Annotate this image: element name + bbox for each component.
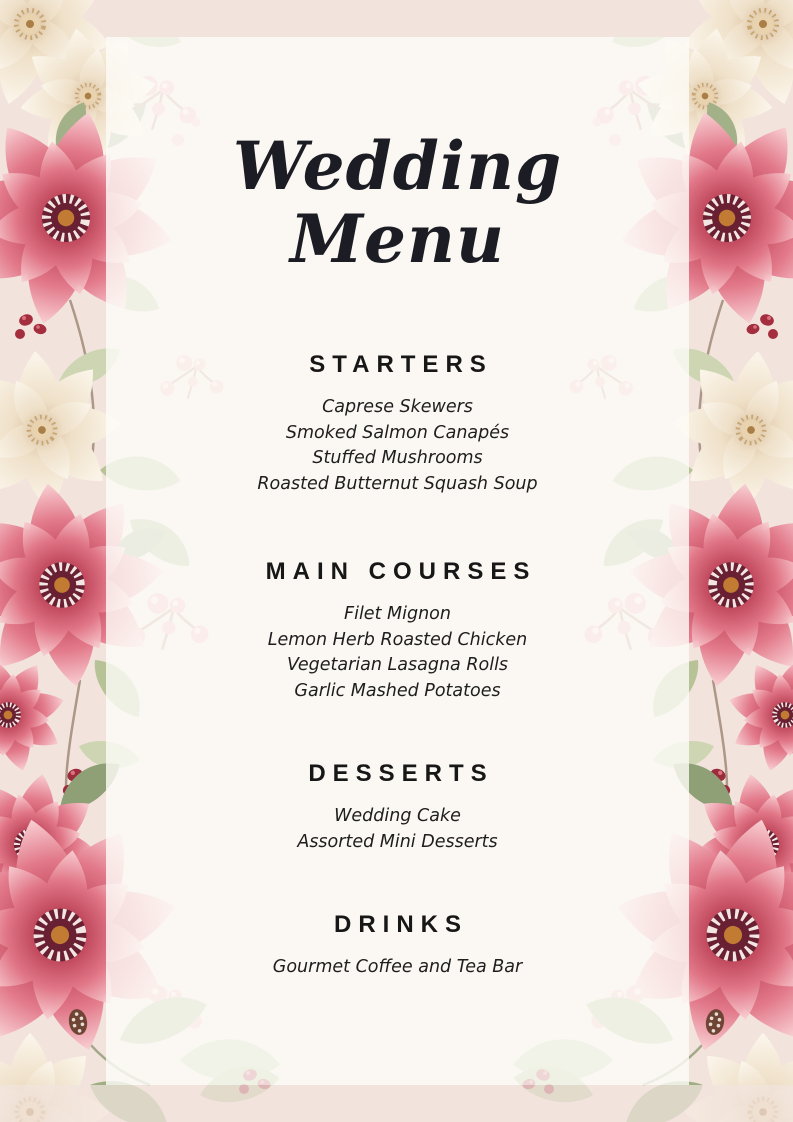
menu-item: Smoked Salmon Canapés [285, 422, 510, 443]
menu-card [106, 37, 689, 1085]
menu-title-line1: Wedding [232, 127, 563, 205]
section-desserts [106, 760, 689, 855]
menu-title [106, 127, 689, 278]
section-main-courses [106, 558, 689, 704]
menu-item: Gourmet Coffee and Tea Bar [272, 957, 523, 978]
section-drinks [106, 911, 689, 981]
menu-item: Vegetarian Lasagna Rolls [286, 655, 509, 676]
menu-item: Caprese Skewers [322, 397, 473, 418]
section-starters-items [106, 395, 689, 497]
menu-item: Stuffed Mushrooms [312, 448, 483, 469]
section-drinks-heading: DRINKS [333, 911, 468, 939]
menu-item: Roasted Butternut Squash Soup [257, 473, 538, 494]
menu-item: Filet Mignon [344, 604, 451, 625]
bottom-margin-band [0, 1085, 793, 1122]
section-starters [106, 351, 689, 497]
menu-title-line2: Menu [289, 199, 506, 278]
section-drinks-items [106, 955, 689, 981]
section-starters-heading: STARTERS [309, 351, 493, 379]
menu-item: Wedding Cake [334, 806, 461, 827]
section-main-courses-items [106, 602, 689, 704]
top-margin-band [106, 0, 689, 37]
menu-item: Lemon Herb Roasted Chicken [267, 629, 528, 650]
section-desserts-items [106, 804, 689, 855]
section-desserts-heading: DESSERTS [308, 760, 494, 788]
menu-item: Garlic Mashed Potatoes [294, 680, 501, 701]
menu-item: Assorted Mini Desserts [297, 831, 498, 852]
section-main-courses-heading: MAIN COURSES [265, 558, 537, 586]
